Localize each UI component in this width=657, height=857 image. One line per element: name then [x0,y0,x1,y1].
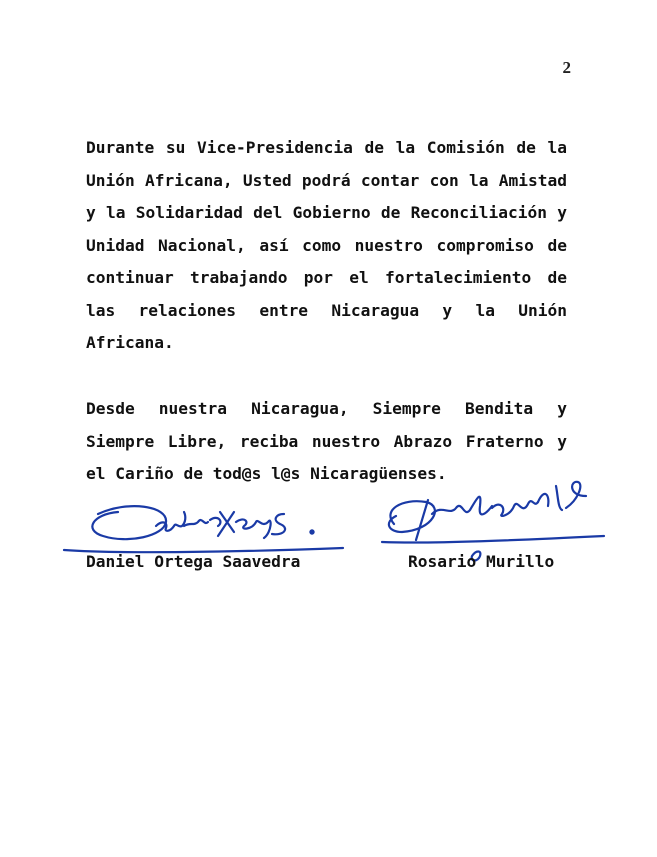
page-number: 2 [562,58,571,77]
letter-paragraph-1: Durante su Vice-Presidencia de la Comisión de la Unión Africana, Usted podrá contar con la Amistad y la Solidaridad del Gobierno de Reconciliación y Unidad Nacional, así como nuestro compromiso de continuar trabajando por el fortalecimiento de las relaciones entre Nicaragua y la Unión Africana. [86,138,567,352]
signatory-name-left: Daniel Ortega Saavedra [86,552,301,571]
signatory-name-right: Rosario Murillo [408,552,555,571]
letter-paragraph-2: Desde nuestra Nicaragua, Siempre Bendita y Siempre Libre, reciba nuestro Abrazo Fraterno y el Cariño de tod@s l@s Nicaragüenses. [86,399,567,483]
